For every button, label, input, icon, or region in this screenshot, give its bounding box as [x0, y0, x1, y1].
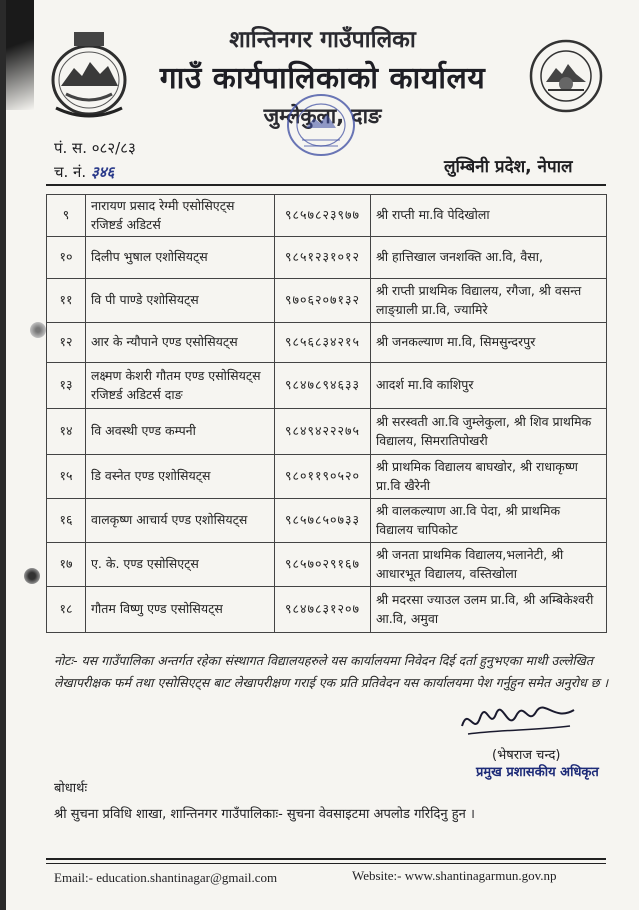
auditor-name-cell: ए. के. एण्ड एसोसिएट्स [86, 543, 275, 587]
auditor-name-cell: नारायण प्रसाद रेग्मी एसोसिएट्स रजिष्टर्ड अडिटर्स [86, 195, 275, 237]
punch-hole [24, 568, 40, 584]
dispatch-number-value: ३४६ [90, 163, 115, 181]
school-cell: श्री जनता प्राथमिक विद्यालय,भलानेटी, श्री आधारभूत विद्यालय, वस्तिखोला [371, 543, 607, 587]
office-title: गाउँ कार्यपालिकाको कार्यालय [159, 61, 486, 96]
school-cell: श्री राप्ती मा.वि पेदिखोला [371, 195, 607, 237]
auditor-name-cell: दिलीप भुषाल एशोसियट्स [86, 237, 275, 279]
school-cell: श्री मदरसा ज्याउल उलम प्रा.वि, श्री अम्बिकेश्वरी आ.वि, अमुवा [371, 587, 607, 633]
province-name: लुम्बिनी प्रदेश, नेपाल [444, 157, 573, 177]
phone-cell: ९७०६२०७१३२ [275, 279, 371, 323]
school-cell: श्री वालकल्याण आ.वि पेदा, श्री प्राथमिक विद्यालय चापिकोट [371, 499, 607, 543]
serial-number-cell: १५ [47, 455, 86, 499]
footer-website: Website:- www.shantinagarmun.gov.np [352, 868, 557, 883]
auditor-name-cell: आर के न्यौपाने एण्ड एसोसियट्स [86, 323, 275, 363]
phone-cell: ९८४९४२२२७५ [275, 409, 371, 455]
office-place: जुम्लेकुला, दाङ [263, 104, 382, 128]
school-cell: आदर्श मा.वि काशिपुर [371, 363, 607, 409]
handwritten-signature-icon [458, 696, 578, 744]
phone-cell: ९८५७०२९१६७ [275, 543, 371, 587]
fiscal-year-ref: पं. स. ०८२/८३ [54, 139, 136, 157]
dispatch-number-label: च. नं. [54, 163, 87, 181]
auditor-name-cell: वि अवस्थी एण्ड कम्पनी [86, 409, 275, 455]
footer-divider [46, 858, 606, 860]
serial-number-cell: १८ [47, 587, 86, 633]
table-row [47, 587, 607, 633]
table-row [47, 195, 607, 237]
table-row [47, 455, 607, 499]
office-stamp-icon [284, 90, 358, 160]
auditor-list-table [46, 194, 607, 633]
municipality-logo-icon [528, 38, 604, 114]
serial-number-cell: ९ [47, 195, 86, 237]
punch-hole [30, 322, 46, 338]
auditor-list-body [47, 195, 607, 633]
note-paragraph: नोटः- यस गाउँपालिका अन्तर्गत रहेका संस्थागत विद्यालयहरुले यस कार्यालयमा निवेदन दिई दर्ता हुनुभएका माथी उल्लेखित लेखापरीक्षक फर्म तथा एसोसिएट्स बाट लेखापरीक्षण गराई एक प्रति प्रतिवेदन यस कार्यालयमा पेश गर्नुहुन समेत अनुरोध छ । [54, 653, 609, 690]
school-cell: श्री जनकल्याण मा.वि, सिमसुन्दरपुर [371, 323, 607, 363]
table-row [47, 499, 607, 543]
footer-divider-thin [46, 863, 606, 864]
auditor-name-cell: डि वस्नेत एण्ड एशोसियट्स [86, 455, 275, 499]
table-row [47, 279, 607, 323]
serial-number-cell: ११ [47, 279, 86, 323]
table-row [47, 543, 607, 587]
school-cell: श्री सरस्वती आ.वि जुम्लेकुला, श्री शिव प्राथमिक विद्यालय, सिमरातिपोखरी [371, 409, 607, 455]
serial-number-cell: १० [47, 237, 86, 279]
auditor-name-cell: गौतम विष्णु एण्ड एसोसियट्स [86, 587, 275, 633]
serial-number-cell: १३ [47, 363, 86, 409]
phone-cell: ९८४७८९४६३३ [275, 363, 371, 409]
serial-number-cell: १४ [47, 409, 86, 455]
serial-number-cell: १६ [47, 499, 86, 543]
table-row [47, 237, 607, 279]
phone-cell: ९८५७८२३९७७ [275, 195, 371, 237]
phone-cell: ९८५७८५०७३३ [275, 499, 371, 543]
serial-number-cell: १२ [47, 323, 86, 363]
phone-cell: ९८५१२३१०१२ [275, 237, 371, 279]
school-cell: श्री प्राथमिक विद्यालय बाघखोर, श्री राधाकृष्ण प्रा.वि खैरेनी [371, 455, 607, 499]
dispatch-number [54, 162, 114, 182]
header-divider [46, 184, 606, 186]
table-row [47, 323, 607, 363]
cc-text: श्री सुचना प्रविधि शाखा, शान्तिनगर गाउँपालिकाः- सुचना वेवसाइटमा अपलोड गरिदिनु हुन । [54, 807, 475, 822]
school-cell: श्री हात्तिखाल जनशक्ति आ.वि, वैसा, [371, 237, 607, 279]
table-row [47, 409, 607, 455]
footer-email: Email:- education.shantinagar@gmail.com [54, 870, 278, 885]
cc-label: बोधार्थः [54, 781, 88, 796]
auditor-name-cell: वालकृष्ण आचार्य एण्ड एशोसियट्स [86, 499, 275, 543]
phone-cell: ९८०११९०५२० [275, 455, 371, 499]
table-row [47, 363, 607, 409]
letter-page [6, 0, 639, 910]
school-cell: श्री राप्ती प्राथमिक विद्यालय, रगैजा, श्री वसन्त लाङ्ग्राली प्रा.वि, ज्यामिरे [371, 279, 607, 323]
phone-cell: ९८५६८३४२१५ [275, 323, 371, 363]
signer-title: प्रमुख प्रशासकीय अधिकृत [476, 765, 599, 780]
serial-number-cell: १७ [47, 543, 86, 587]
phone-cell: ९८४७८३१२०७ [275, 587, 371, 633]
auditor-name-cell: वि पी पाण्डे एशोसियट्स [86, 279, 275, 323]
signer-name: (भेषराज चन्द) [492, 748, 561, 763]
office-name: शान्तिनगर गाउँपालिका [229, 27, 416, 53]
auditor-name-cell: लक्ष्मण केशरी गौतम एण्ड एसोसियट्स रजिष्टर्ड अडिटर्स दाङ [86, 363, 275, 409]
